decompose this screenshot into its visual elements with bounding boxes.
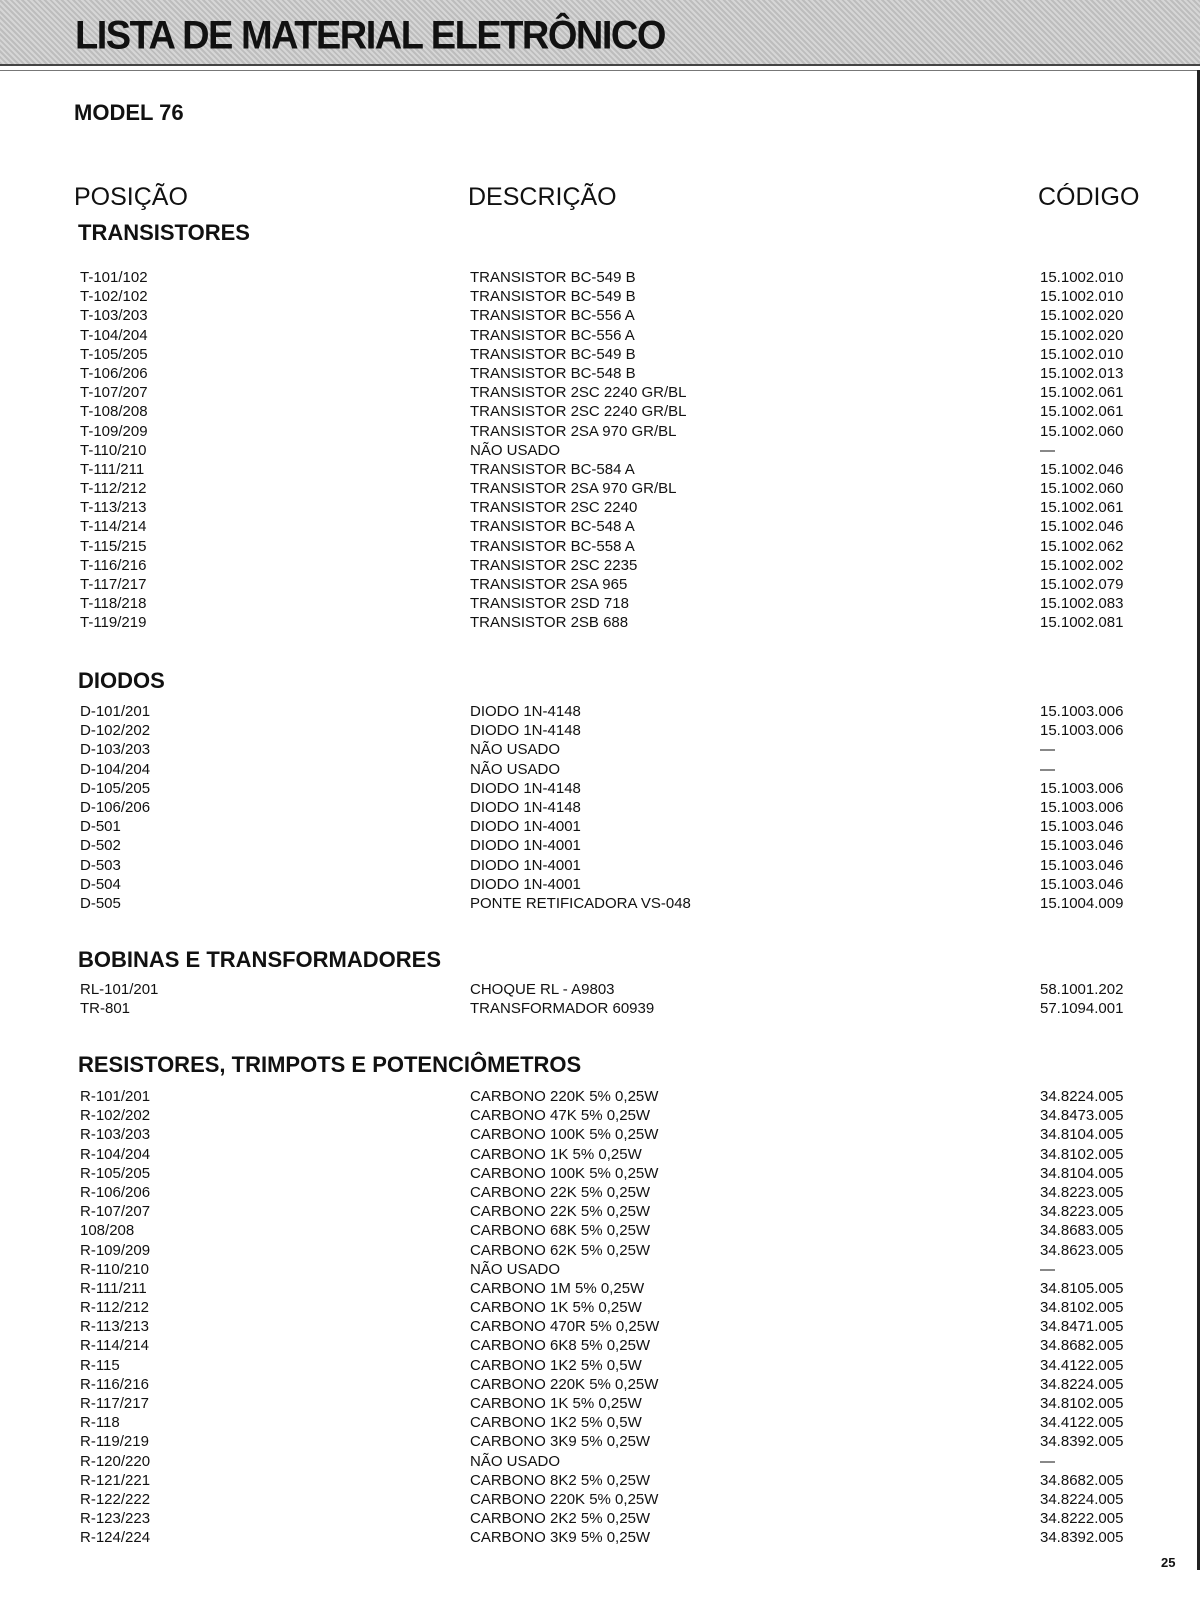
- description-cell: CARBONO 1K2 5% 0,5W: [470, 1414, 642, 1432]
- table-row: [0, 1221, 1200, 1240]
- code-cell: 15.1002.020: [1040, 307, 1124, 325]
- description-cell: NÃO USADO: [470, 441, 561, 459]
- code-cell: 15.1003.006: [1040, 798, 1124, 816]
- description-cell: CARBONO 6K8 5% 0,25W: [470, 1337, 651, 1355]
- section-rows-diodos: [0, 702, 1200, 913]
- position-cell: R-105/205: [80, 1164, 151, 1182]
- section-rows-bobinas: [0, 980, 1200, 1018]
- code-cell: 15.1003.046: [1040, 875, 1124, 893]
- table-row: [0, 479, 1200, 498]
- code-cell: 15.1003.006: [1040, 779, 1124, 797]
- code-cell: 15.1002.083: [1040, 595, 1124, 613]
- table-row: [0, 1394, 1200, 1413]
- description-cell: TRANSISTOR BC-556 A: [470, 307, 635, 325]
- position-cell: TR-801: [80, 1000, 131, 1018]
- position-cell: R-115: [80, 1356, 120, 1374]
- description-cell: CARBONO 1K2 5% 0,5W: [470, 1356, 642, 1374]
- code-cell: —: [1040, 441, 1055, 459]
- description-cell: DIODO 1N-4148: [470, 703, 581, 720]
- position-cell: R-123/223: [80, 1510, 151, 1528]
- column-header-code: CÓDIGO: [1038, 183, 1140, 211]
- description-cell: CARBONO 220K 5% 0,25W: [470, 1490, 659, 1508]
- table-row: [0, 1336, 1200, 1355]
- position-cell: T-112/212: [80, 480, 147, 498]
- table-row: [0, 1279, 1200, 1298]
- position-cell: R-118: [80, 1414, 120, 1432]
- column-header-position: POSIÇÃO: [74, 183, 188, 211]
- code-cell: 15.1002.081: [1040, 614, 1124, 632]
- position-cell: R-119/219: [80, 1433, 149, 1451]
- table-row: [0, 498, 1200, 517]
- position-cell: T-113/213: [80, 499, 147, 517]
- table-row: [0, 1164, 1200, 1183]
- description-cell: DIODO 1N-4001: [470, 818, 581, 836]
- code-cell: 15.1002.060: [1040, 422, 1124, 440]
- position-cell: D-503: [80, 856, 121, 874]
- code-cell: 15.1002.013: [1040, 364, 1124, 382]
- description-cell: DIODO 1N-4148: [470, 779, 581, 797]
- page-number: 25: [1161, 1555, 1176, 1570]
- position-cell: T-107/207: [80, 384, 148, 402]
- code-cell: 57.1094.001: [1040, 1000, 1124, 1018]
- code-cell: 34.8104.005: [1040, 1126, 1124, 1144]
- table-row: [0, 441, 1200, 460]
- description-cell: CARBONO 62K 5% 0,25W: [470, 1241, 651, 1259]
- code-cell: 34.8392.005: [1040, 1529, 1124, 1547]
- position-cell: R-121/221: [80, 1471, 151, 1489]
- table-row: [0, 575, 1200, 594]
- position-cell: R-104/204: [80, 1145, 151, 1163]
- description-cell: TRANSISTOR 2SB 688: [470, 614, 629, 632]
- table-row: [0, 1183, 1200, 1202]
- table-row: [0, 760, 1200, 779]
- code-cell: 15.1002.010: [1040, 288, 1124, 306]
- table-row: [0, 383, 1200, 402]
- description-cell: CARBONO 1K 5% 0,25W: [470, 1145, 642, 1163]
- description-cell: CARBONO 1M 5% 0,25W: [470, 1279, 645, 1297]
- description-cell: TRANSISTOR 2SA 965: [470, 576, 628, 593]
- position-cell: T-106/206: [80, 364, 148, 382]
- description-cell: NÃO USADO: [470, 741, 561, 759]
- table-row: [0, 460, 1200, 479]
- code-cell: 15.1003.006: [1040, 703, 1124, 720]
- description-cell: PONTE RETIFICADORA VS-048: [470, 894, 691, 912]
- description-cell: TRANSFORMADOR 60939: [470, 1000, 655, 1018]
- table-row: [0, 817, 1200, 836]
- position-cell: R-106/206: [80, 1183, 151, 1201]
- table-row: [0, 779, 1200, 798]
- position-cell: T-116/216: [80, 556, 147, 574]
- code-cell: 15.1002.060: [1040, 480, 1124, 498]
- description-cell: NÃO USADO: [470, 760, 561, 778]
- position-cell: D-102/202: [80, 722, 151, 740]
- code-cell: 34.8223.005: [1040, 1203, 1124, 1221]
- position-cell: T-111/211: [80, 460, 145, 478]
- table-row: [0, 1317, 1200, 1336]
- description-cell: TRANSISTOR BC-558 A: [470, 537, 635, 555]
- code-cell: 34.8682.005: [1040, 1471, 1124, 1489]
- position-cell: D-501: [80, 818, 121, 836]
- description-cell: CARBONO 22K 5% 0,25W: [470, 1203, 651, 1221]
- code-cell: 58.1001.202: [1040, 981, 1124, 998]
- description-cell: TRANSISTOR BC-548 A: [470, 518, 635, 536]
- position-cell: T-102/102: [80, 288, 148, 306]
- description-cell: CARBONO 1K 5% 0,25W: [470, 1395, 642, 1412]
- model-label: MODEL 76: [74, 100, 184, 125]
- position-cell: R-122/222: [80, 1490, 151, 1508]
- table-row: [0, 1528, 1200, 1547]
- code-cell: 34.4122.005: [1040, 1356, 1124, 1374]
- page-title: LISTA DE MATERIAL ELETRÔNICO: [75, 14, 665, 59]
- code-cell: 34.8392.005: [1040, 1433, 1124, 1451]
- table-row: [0, 798, 1200, 817]
- description-cell: CARBONO 100K 5% 0,25W: [470, 1126, 659, 1144]
- position-cell: D-105/205: [80, 779, 151, 797]
- table-row: [0, 402, 1200, 421]
- table-row: [0, 1452, 1200, 1471]
- description-cell: DIODO 1N-4001: [470, 875, 581, 893]
- code-cell: 15.1002.020: [1040, 326, 1124, 344]
- table-row: [0, 980, 1200, 999]
- position-cell: R-103/203: [80, 1126, 151, 1144]
- code-cell: 15.1002.046: [1040, 518, 1124, 536]
- description-cell: CARBONO 2K2 5% 0,25W: [470, 1510, 651, 1528]
- code-cell: 34.8223.005: [1040, 1183, 1124, 1201]
- position-cell: D-504: [80, 875, 121, 893]
- description-cell: TRANSISTOR BC-549 B: [470, 345, 636, 363]
- code-cell: 15.1002.046: [1040, 460, 1124, 478]
- table-row: [0, 1106, 1200, 1125]
- code-cell: 15.1002.002: [1040, 556, 1124, 574]
- code-cell: 34.8222.005: [1040, 1510, 1124, 1528]
- code-cell: —: [1040, 1260, 1055, 1278]
- code-cell: 34.8102.005: [1040, 1145, 1124, 1163]
- section-title-transistores: TRANSISTORES: [78, 220, 250, 245]
- table-row: [0, 1413, 1200, 1432]
- description-cell: DIODO 1N-4148: [470, 722, 581, 740]
- table-row: [0, 364, 1200, 383]
- position-cell: T-109/209: [80, 422, 148, 440]
- position-cell: 108/208: [80, 1222, 135, 1240]
- code-cell: 34.8471.005: [1040, 1318, 1124, 1336]
- description-cell: TRANSISTOR BC-549 B: [470, 288, 636, 306]
- section-rows-resistores: [0, 1087, 1200, 1548]
- description-cell: CARBONO 22K 5% 0,25W: [470, 1183, 651, 1201]
- description-cell: TRANSISTOR 2SA 970 GR/BL: [470, 422, 677, 440]
- table-row: [0, 517, 1200, 536]
- description-cell: NÃO USADO: [470, 1260, 561, 1278]
- code-cell: 34.8224.005: [1040, 1088, 1124, 1105]
- table-row: [0, 1241, 1200, 1260]
- position-cell: D-505: [80, 894, 121, 912]
- position-cell: T-105/205: [80, 345, 148, 363]
- section-rows-transistores: [0, 268, 1200, 633]
- position-cell: R-124/224: [80, 1529, 151, 1547]
- table-row: [0, 1432, 1200, 1451]
- description-cell: CARBONO 1K 5% 0,25W: [470, 1299, 642, 1317]
- description-cell: TRANSISTOR 2SD 718: [470, 595, 629, 613]
- description-cell: TRANSISTOR BC-556 A: [470, 326, 635, 344]
- table-row: [0, 999, 1200, 1018]
- code-cell: 15.1002.062: [1040, 537, 1124, 555]
- table-row: [0, 287, 1200, 306]
- code-cell: 15.1002.061: [1040, 403, 1124, 421]
- position-cell: R-112/212: [80, 1299, 149, 1317]
- table-row: [0, 422, 1200, 441]
- position-cell: D-502: [80, 837, 121, 855]
- table-row: [0, 1471, 1200, 1490]
- table-row: [0, 268, 1200, 287]
- description-cell: CARBONO 3K9 5% 0,25W: [470, 1529, 651, 1547]
- code-cell: 34.8104.005: [1040, 1164, 1124, 1182]
- section-title-resistores: RESISTORES, TRIMPOTS E POTENCIÔMETROS: [78, 1052, 582, 1077]
- table-row: [0, 1260, 1200, 1279]
- description-cell: CARBONO 100K 5% 0,25W: [470, 1164, 659, 1182]
- position-cell: T-108/208: [80, 403, 148, 421]
- code-cell: 34.8102.005: [1040, 1299, 1124, 1317]
- position-cell: T-114/214: [80, 518, 147, 536]
- table-row: [0, 836, 1200, 855]
- position-cell: R-107/207: [80, 1203, 151, 1221]
- table-row: [0, 326, 1200, 345]
- table-row: [0, 1202, 1200, 1221]
- description-cell: CARBONO 68K 5% 0,25W: [470, 1222, 651, 1240]
- table-row: [0, 306, 1200, 325]
- code-cell: 15.1002.061: [1040, 384, 1124, 402]
- table-row: [0, 1087, 1200, 1106]
- position-cell: D-104/204: [80, 760, 151, 778]
- table-row: [0, 537, 1200, 556]
- code-cell: —: [1040, 741, 1055, 759]
- code-cell: 34.8224.005: [1040, 1490, 1124, 1508]
- description-cell: CARBONO 8K2 5% 0,25W: [470, 1471, 651, 1489]
- code-cell: 15.1003.046: [1040, 818, 1124, 836]
- table-row: [0, 1490, 1200, 1509]
- code-cell: 15.1003.006: [1040, 722, 1124, 740]
- table-row: [0, 345, 1200, 364]
- position-cell: T-115/215: [80, 537, 147, 555]
- code-cell: 15.1004.009: [1040, 894, 1124, 912]
- position-cell: T-110/210: [80, 441, 147, 459]
- description-cell: TRANSISTOR BC-584 A: [470, 460, 635, 478]
- table-row: [0, 613, 1200, 632]
- table-row: [0, 1509, 1200, 1528]
- position-cell: R-113/213: [80, 1318, 149, 1336]
- position-cell: RL-101/201: [80, 981, 159, 998]
- table-row: [0, 1125, 1200, 1144]
- table-row: [0, 1298, 1200, 1317]
- position-cell: R-120/220: [80, 1452, 151, 1470]
- table-row: [0, 556, 1200, 575]
- code-cell: 15.1002.061: [1040, 499, 1124, 517]
- code-cell: 34.8623.005: [1040, 1241, 1124, 1259]
- position-cell: R-116/216: [80, 1375, 149, 1393]
- position-cell: T-103/203: [80, 307, 148, 325]
- position-cell: R-102/202: [80, 1107, 151, 1125]
- table-row: [0, 1356, 1200, 1375]
- description-cell: TRANSISTOR 2SC 2240: [470, 499, 638, 517]
- position-cell: T-119/219: [80, 614, 147, 632]
- code-cell: 34.4122.005: [1040, 1414, 1124, 1432]
- position-cell: T-101/102: [80, 269, 148, 286]
- column-header-description: DESCRIÇÃO: [468, 183, 617, 211]
- position-cell: R-109/209: [80, 1241, 151, 1259]
- code-cell: 34.8224.005: [1040, 1375, 1124, 1393]
- code-cell: 15.1002.010: [1040, 345, 1124, 363]
- code-cell: 15.1002.079: [1040, 576, 1124, 593]
- description-cell: CARBONO 470R 5% 0,25W: [470, 1318, 660, 1336]
- description-cell: CARBONO 3K9 5% 0,25W: [470, 1433, 651, 1451]
- table-row: [0, 721, 1200, 740]
- position-cell: D-106/206: [80, 798, 151, 816]
- code-cell: —: [1040, 1452, 1055, 1470]
- code-cell: 15.1003.046: [1040, 856, 1124, 874]
- description-cell: TRANSISTOR 2SA 970 GR/BL: [470, 480, 677, 498]
- code-cell: 34.8683.005: [1040, 1222, 1124, 1240]
- code-cell: 34.8682.005: [1040, 1337, 1124, 1355]
- code-cell: 15.1003.046: [1040, 837, 1124, 855]
- code-cell: —: [1040, 760, 1055, 778]
- description-cell: DIODO 1N-4001: [470, 837, 581, 855]
- table-row: [0, 702, 1200, 721]
- code-cell: 34.8473.005: [1040, 1107, 1124, 1125]
- description-cell: CHOQUE RL - A9803: [470, 981, 615, 998]
- table-row: [0, 740, 1200, 759]
- table-row: [0, 594, 1200, 613]
- description-cell: DIODO 1N-4001: [470, 856, 581, 874]
- position-cell: T-104/204: [80, 326, 148, 344]
- position-cell: D-103/203: [80, 741, 151, 759]
- description-cell: CARBONO 47K 5% 0,25W: [470, 1107, 651, 1125]
- position-cell: R-114/214: [80, 1337, 149, 1355]
- description-cell: NÃO USADO: [470, 1452, 561, 1470]
- table-row: [0, 875, 1200, 894]
- code-cell: 34.8105.005: [1040, 1279, 1124, 1297]
- code-cell: 15.1002.010: [1040, 269, 1124, 286]
- table-row: [0, 1375, 1200, 1394]
- header-divider: [0, 70, 1200, 71]
- position-cell: T-118/218: [80, 595, 147, 613]
- table-row: [0, 1145, 1200, 1164]
- description-cell: CARBONO 220K 5% 0,25W: [470, 1088, 659, 1105]
- description-cell: TRANSISTOR 2SC 2240 GR/BL: [470, 403, 687, 421]
- description-cell: TRANSISTOR 2SC 2240 GR/BL: [470, 384, 687, 402]
- section-title-bobinas: BOBINAS E TRANSFORMADORES: [78, 947, 442, 972]
- description-cell: CARBONO 220K 5% 0,25W: [470, 1375, 659, 1393]
- position-cell: R-111/211: [80, 1279, 147, 1297]
- position-cell: R-101/201: [80, 1088, 151, 1105]
- description-cell: TRANSISTOR BC-549 B: [470, 269, 636, 286]
- description-cell: TRANSISTOR 2SC 2235: [470, 556, 638, 574]
- table-row: [0, 894, 1200, 913]
- section-title-diodos: DIODOS: [78, 668, 165, 693]
- description-cell: TRANSISTOR BC-548 B: [470, 364, 636, 382]
- description-cell: DIODO 1N-4148: [470, 798, 581, 816]
- position-cell: R-117/217: [80, 1395, 149, 1412]
- position-cell: D-101/201: [80, 703, 151, 720]
- table-row: [0, 856, 1200, 875]
- code-cell: 34.8102.005: [1040, 1395, 1124, 1412]
- position-cell: T-117/217: [80, 576, 147, 593]
- position-cell: R-110/210: [80, 1260, 149, 1278]
